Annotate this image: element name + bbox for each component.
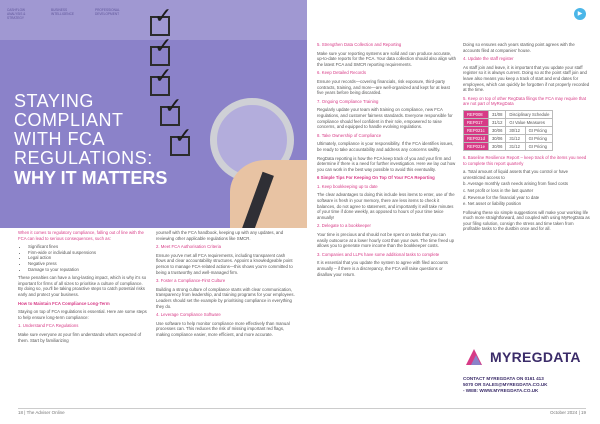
section-heading: 6 Simple Tips For Keeping On Top Of Your FCA Reporting — [317, 175, 435, 181]
hero-image — [0, 0, 307, 228]
checkmark-icon: ✓ — [164, 94, 183, 119]
filings-table — [463, 110, 553, 151]
body-paragraph: Make sure everyone at your firm understands what's expected of them. Start by familiarizing — [18, 331, 142, 343]
body-paragraph: Regularly update your team with training on compliance, new FCA regulations, and customer fairness standards. Everyone responsible for compliance should feel confident in their role, empowered to raise concerns, and equipped to handle evolving regulations. — [317, 107, 453, 130]
list-item: • Negative press — [28, 261, 148, 267]
table-cell: Disciplinary Schedule — [506, 110, 553, 118]
column-2 — [156, 230, 296, 341]
subheading: 6. Baseline Resilience Report – keep track of the items you need to complete this report quarterly — [463, 154, 587, 166]
consequences-list — [18, 244, 148, 272]
table-cell: REP021e — [464, 142, 489, 150]
body-paragraph: RegData reporting is how the FCA keep track of you and your firm and determine if there is a need for further investigation. Here we lay out how you can work in the best way possible to avoid this eventuality. — [317, 155, 456, 172]
article-title — [14, 92, 194, 188]
table-cell: REP021d — [464, 134, 489, 142]
body-paragraph: yourself with the FCA handbook, keeping up with any updates, and reviewing other applicable regulations like SMCR. — [156, 230, 284, 241]
checkmark-icon: ✓ — [154, 64, 173, 89]
list-item: • Legal action — [28, 255, 148, 261]
footer-right: October 2024 | 19 — [550, 410, 586, 415]
contact-line: CONTACT MYREGDATA ON 0161 413 — [463, 376, 544, 381]
title-line: STAYING — [14, 91, 94, 111]
contact-line[interactable]: - WEB: WWW.MYREGDATA.CO.UK — [463, 388, 539, 393]
tab-cashflow[interactable]: CASHFLOW ANALYSIS & STRATEGY — [7, 8, 26, 20]
column-4 — [463, 42, 591, 235]
page-footer — [0, 408, 600, 420]
title-line: WITH FCA — [14, 129, 105, 149]
body-paragraph: As staff join and leave, it is important that you update your staff register so it is always current. Doing so at the point staff join and leave also means you keep a track of start and end dates for employees, which can quickly be forgotten if not properly recorded at the time. — [463, 64, 590, 93]
body-paragraph: Following these six simple suggestions will make your working life much more straightforward, and coupled with using MyRegData as your filing solution, consign the stress and time taken from profitable tasks to the dustbin once and for all. — [463, 209, 590, 232]
myregdata-logo — [462, 345, 581, 369]
subheading: 4. Update the staff register — [463, 56, 514, 62]
table-cell: GI Pricing — [525, 126, 553, 134]
table-cell: 31/12 — [506, 142, 525, 150]
lead-paragraph: When it comes to regulatory compliance, falling out of line with the FCA can lead to serious consequences, such as: — [18, 230, 144, 241]
table-cell: REP008 — [464, 110, 489, 118]
subheading: 2. Meet FCA Authorisation Criteria — [156, 244, 221, 250]
subheading: 4. Leverage Compliance Software — [156, 312, 221, 318]
contact-block — [463, 376, 593, 394]
table-cell: REP021c — [464, 126, 489, 134]
logo-mark-icon — [462, 345, 486, 369]
list-item: e. Net asset or liability position — [463, 201, 522, 207]
list-item: d. Revenue for the financial year to date — [463, 194, 540, 200]
subheading: 7. Ongoing Compliance Training — [317, 98, 379, 104]
body-paragraph: Use software to help monitor compliance more effectively than manual processes can. This reduces the risk of missing important red flags, making compliance easier, more efficient, and more accurate. — [156, 320, 290, 337]
subheading: 6. Keep Detailed Records — [317, 70, 366, 76]
checkmark-icon: ✓ — [154, 34, 173, 59]
hand-image — [230, 160, 307, 228]
list-item: c. Net profit or loss in the last quarter — [463, 187, 534, 193]
body-paragraph: Staying on top of FCA regulations is essential. Here are some steps to help ensure long-term compliance: — [18, 309, 147, 320]
subheading: 2. Delegate to a bookkeeper — [317, 223, 371, 229]
subheading: 5. Keep on top of other RegData filings the FCA may require that are not part of MyRegData — [463, 95, 587, 107]
table-cell: GI Value Measures — [506, 118, 553, 126]
subheading: 5. Strengthen Data Collection and Reporting — [317, 42, 402, 47]
body-paragraph: Make sure your reporting systems are solid and can produce accurate, up-to-date reports for the FCA. Your data collection should also align with the latest FCA and SMCR reporting requirements. — [317, 50, 457, 67]
contact-line[interactable]: 5070 OR SALES@MYREGDATA.CO.UK — [463, 382, 548, 387]
footer-divider — [18, 408, 586, 409]
body-paragraph: Ensure your records—covering financials, risk exposure, third-party contracts, training, and more—are well-organized and kept for at least five years before being discarded. — [317, 78, 450, 96]
subheading: 8. Take Ownership of Compliance — [317, 132, 382, 138]
list-item: • Damage to your reputation — [28, 267, 148, 273]
subheading: 3. Foster a Compliance-First Culture — [156, 278, 226, 284]
body-paragraph: Ultimately, compliance is your responsibility. If the FCA identifies issues, be ready to take accountability and address any concerns swiftly. — [317, 141, 454, 152]
table-cell: REP017 — [464, 118, 489, 126]
table-row — [464, 134, 553, 142]
title-line: REGULATIONS: — [14, 148, 153, 168]
table-cell: 30/06 — [488, 142, 505, 150]
table-row — [464, 126, 553, 134]
resilience-items — [463, 169, 591, 207]
body-paragraph: Ensure you've met all FCA requirements, including transparent cash flows and clear accountability structures. Appoint a knowledgeable point person to manage FCA-related actions—this shows you're committed to being a trustworthy and well-managed firm. — [156, 252, 293, 275]
subheading: 1. Understand FCA Regulations — [18, 323, 79, 329]
body-paragraph: The clear advantages to doing this include less items to enter, use of the software is fresh in your memory, there are less items to check it balances, do not agree to statement, and importantly it will take minutes of your time if done weekly, as opposed to hours of your time twice annually! — [317, 192, 455, 220]
table-cell: 30/06 — [488, 126, 505, 134]
table-row — [464, 142, 553, 150]
table-cell: 30/12 — [506, 126, 525, 134]
checkmark-icon: ✓ — [154, 4, 173, 29]
table-cell: 31/08 — [488, 110, 505, 118]
table-cell: GI Pricing — [525, 142, 553, 150]
tab-business-intelligence[interactable]: BUSINESS INTELLIGENCE — [51, 8, 75, 16]
section-tabs — [7, 8, 125, 20]
subheading: 3. Companies and LLPs have some additional tasks to complete — [317, 251, 440, 257]
play-icon[interactable]: ▶ — [574, 8, 586, 20]
footer-left: 18 | The Adviser Online — [18, 410, 65, 415]
table-row — [464, 118, 553, 126]
list-item: • Significant fines — [28, 244, 148, 250]
column-3 — [317, 42, 457, 280]
subheading: 1. Keep bookkeeping up to date — [317, 183, 378, 189]
body-paragraph: Doing so ensures each years starting point agrees with the accounts filed at companies' house. — [463, 42, 575, 53]
body-paragraph: Building a strong culture of compliance starts with clear communication, transparency from leadership, and training programs for your employees. Leaders should set the example by prioritising compliance in everything they do. — [156, 286, 295, 309]
body-paragraph: It is essential that you update the system to agree with filed accounts annually – if there is a discrepancy, the FCA will raise questions or disallow your return. — [317, 260, 448, 277]
table-cell: 31/12 — [488, 118, 505, 126]
list-item: • Firm-wide or individual suspensions — [28, 250, 148, 256]
title-highlight: WHY IT MATTERS — [14, 168, 168, 188]
body-paragraph: These penalties can have a long-lasting impact, which is why it's so important for firms of all sizes to prioritise a culture of compliance. By doing so, you'll be taking proactive steps to catch potential risks early and protect your business. — [18, 275, 147, 297]
title-line: COMPLIANT — [14, 110, 124, 130]
checkmark-icon: ✓ — [174, 124, 193, 149]
table-row — [464, 110, 553, 118]
list-item: a. Total amount of liquid assets that you control or have unrestricted access to — [463, 169, 569, 180]
list-item: b. Average monthly cash needs arising from fixed costs — [463, 181, 569, 187]
tab-professional-development[interactable]: PROFESSIONAL DEVELOPMENT — [95, 8, 120, 16]
logo-wordmark: MYREGDATA — [490, 349, 581, 365]
column-1 — [18, 230, 148, 346]
section-heading: How to Maintain FCA Compliance Long-Term — [18, 300, 110, 306]
table-cell: 31/12 — [506, 134, 525, 142]
table-cell: 30/06 — [488, 134, 505, 142]
body-paragraph: Your time is precious and should not be spent on tasks that you can easily outsource at a lower hourly cost than your own. The time freed up allows you to generate more income than the bookkeeper costs. — [317, 232, 455, 249]
table-cell: GI Pricing — [525, 134, 553, 142]
